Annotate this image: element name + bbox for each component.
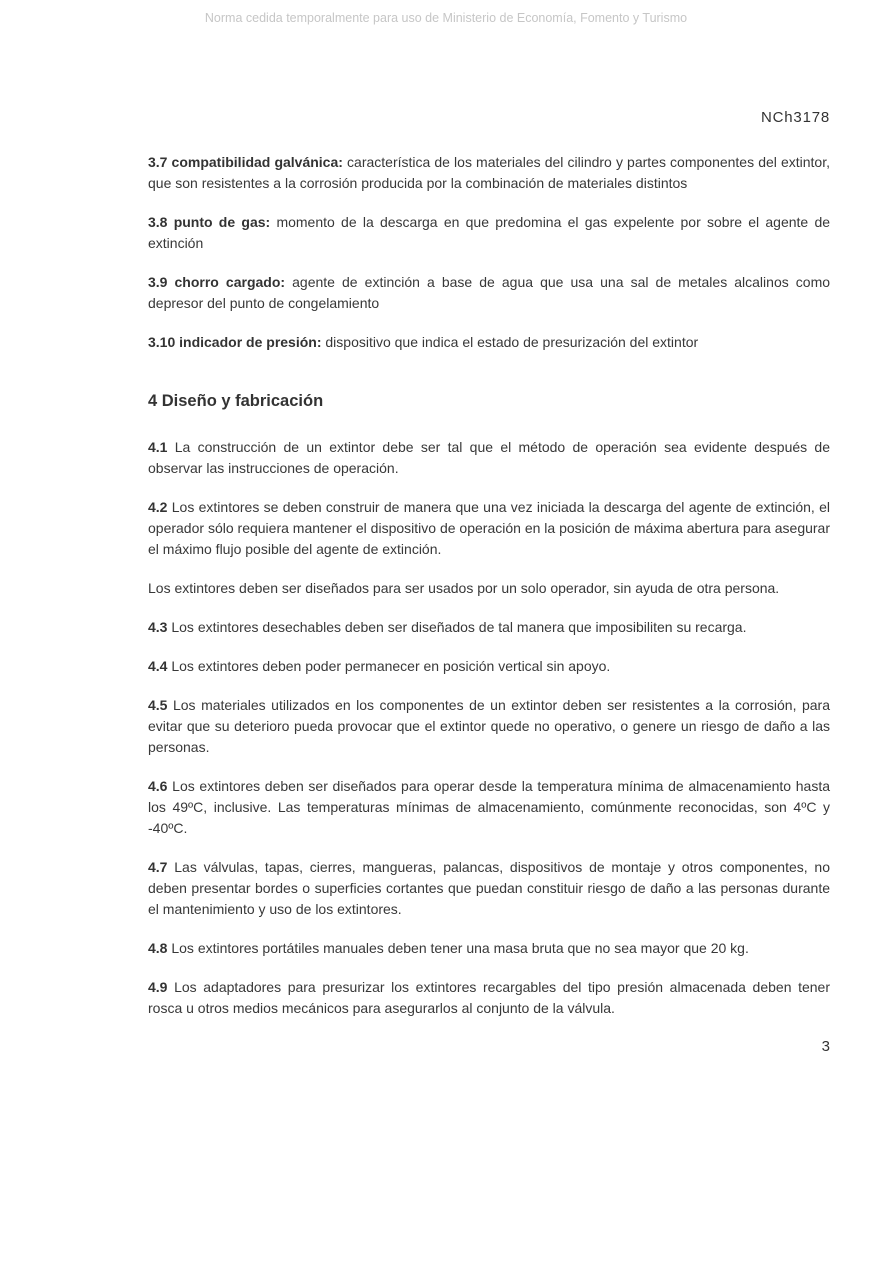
section-3-8-text: momento de la descarga en que predomina el gas expelente por sobre el agente de extinción <box>148 214 831 251</box>
section-4-2 <box>148 497 830 560</box>
section-4-2-label: 4.2 <box>148 499 168 515</box>
section-4-6-label: 4.6 <box>148 778 168 794</box>
section-4-8-label: 4.8 <box>148 940 168 956</box>
section-3-10-label: 3.10 indicador de presión: <box>148 334 322 350</box>
section-4-1-label: 4.1 <box>148 439 168 455</box>
section-4-7 <box>148 857 830 920</box>
section-4-2-text: Los extintores se deben construir de manera que una vez iniciada la descarga del agente de extinción, el operador sólo requiera mantener el dispositivo de operación en la posición de máxima abertura para asegurar el máximo flujo posible del agente de extinción. <box>148 499 831 557</box>
section-4-8-text: Los extintores portátiles manuales deben tener una masa bruta que no sea mayor que 20 kg. <box>171 940 749 956</box>
section-3-9 <box>148 272 830 314</box>
section-4-6-text: Los extintores deben ser diseñados para operar desde la temperatura mínima de almacenamiento hasta los 49ºC, inclusive. Las temperaturas mínimas de almacenamiento, comúnmente reconocidas, son 4ºC y -40ºC. <box>148 778 830 836</box>
page-number: 3 <box>821 1038 830 1055</box>
section-3-7 <box>148 152 830 194</box>
section-4-9 <box>148 977 830 1019</box>
section-4-3-text: Los extintores desechables deben ser diseñados de tal manera que imposibiliten su recarga. <box>171 619 747 635</box>
section-4-3 <box>148 617 830 638</box>
section-4-7-label: 4.7 <box>148 859 168 875</box>
section-4-2-continuation <box>148 578 830 599</box>
section-4-heading: 4 Diseño y fabricación <box>148 392 324 410</box>
section-4-3-label: 4.3 <box>148 619 168 635</box>
section-4-5-text: Los materiales utilizados en los componentes de un extintor deben ser resistentes a la corrosión, para evitar que su deterioro pueda provocar que el extintor quede no operativo, o genere un riesgo de daño a las personas. <box>148 697 831 755</box>
section-4-2-continuation-text: Los extintores deben ser diseñados para ser usados por un solo operador, sin ayuda de otra persona. <box>148 580 780 596</box>
watermark-text: Norma cedida temporalmente para uso de Ministerio de Economía, Fomento y Turismo <box>204 11 688 25</box>
section-4-4-label: 4.4 <box>148 658 168 674</box>
section-4-1-text: La construcción de un extintor debe ser tal que el método de operación sea evidente después de observar las instrucciones de operación. <box>148 439 830 476</box>
section-4-4 <box>148 656 830 677</box>
document-code: NCh3178 <box>761 109 830 126</box>
section-4-7-text: Las válvulas, tapas, cierres, mangueras, palancas, dispositivos de montaje y otros componentes, no deben presentar bordes o superficies cortantes que puedan constituir riesgo de daño a las personas durante el mantenimiento y uso de los extintores. <box>148 859 831 917</box>
section-3-10-text: dispositivo que indica el estado de presurización del extintor <box>325 334 699 350</box>
document-content <box>148 0 830 1057</box>
section-4-9-text: Los adaptadores para presurizar los extintores recargables del tipo presión almacenada deben tener rosca u otros medios mecánicos para asegurarlos al conjunto de la válvula. <box>148 979 830 1016</box>
section-4-5-label: 4.5 <box>148 697 168 713</box>
section-4-6 <box>148 776 830 839</box>
section-3-9-text: agente de extinción a base de agua que usa una sal de metales alcalinos como depresor del punto de congelamiento <box>148 274 831 311</box>
section-4-4-text: Los extintores deben poder permanecer en posición vertical sin apoyo. <box>171 658 611 674</box>
section-4-9-label: 4.9 <box>148 979 168 995</box>
section-3-8-label: 3.8 punto de gas: <box>148 214 271 230</box>
section-3-7-label: 3.7 compatibilidad galvánica: <box>148 154 343 170</box>
section-4-5 <box>148 695 830 758</box>
section-3-9-label: 3.9 chorro cargado: <box>148 274 286 290</box>
section-4-8 <box>148 938 830 959</box>
section-3-10 <box>148 332 830 353</box>
section-3-8 <box>148 212 830 254</box>
section-3-7-text: característica de los materiales del cilindro y partes componentes del extintor, que son resistentes a la corrosión producida por la combinación de materiales distintos <box>148 154 830 191</box>
section-4-1 <box>148 437 830 479</box>
